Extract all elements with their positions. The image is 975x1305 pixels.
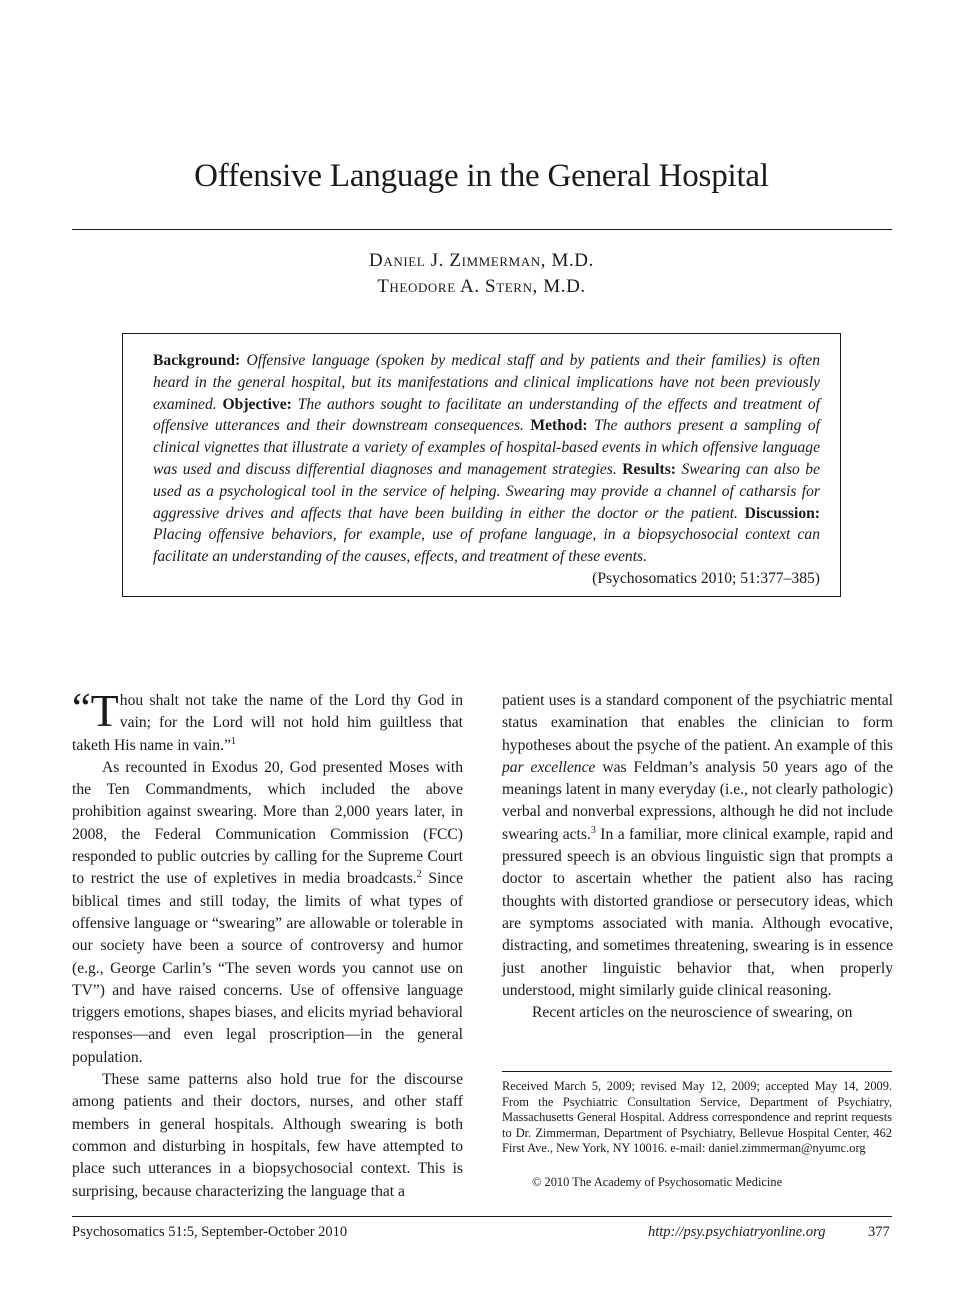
abstract-results: Swearing can also be used as a psychological tool in the service of helping. Swearing may provide a channel of catharsis for aggressive drives and affects that have been building in either the doctor or the patient. xyxy=(153,460,821,522)
abstract-method-label: Method: xyxy=(530,417,588,435)
body-paragraph-2 xyxy=(72,757,463,1069)
author-2: Theodore A. Stern, M.D. xyxy=(377,276,586,297)
paragraph-text: was Feldman’s analysis 50 years ago of the meanings latent in many everyday (i.e., not clearly pathologic) verbal and nonverbal expressions, although he did not include swearing acts. xyxy=(502,758,894,843)
abstract-background: Offensive language (spoken by medical staff and by patients and their families) is often heard in the general hospital, but its manifestations and clinical implications have not been previously examined. xyxy=(153,352,820,413)
abstract-objective-label: Objective: xyxy=(222,395,292,413)
footer-journal: Psychosomatics 51:5, September-October 2010 xyxy=(72,1224,348,1240)
abstract-citation: (Psychosomatics 2010; 51:377–385) xyxy=(592,569,820,587)
abstract-discussion: Placing offensive behaviors, for example, use of profane language, in a biopsychosocial context can facilitate an understanding of the causes, effects, and treatment of these events. xyxy=(153,526,820,566)
body-paragraph-5: Recent articles on the neuroscience of swearing, on xyxy=(532,1004,853,1022)
paragraph-text: In a familiar, more clinical example, rapid and pressured speech is an obvious linguistic sign that prompts a doctor to ascertain whether the patient also has racing thoughts with distorted grandiose or persecutory ideas, which are symptoms associated with mania. Although evocative, distracting, and sometimes threatening, swearing is in essence just another linguistic behavior that, when properly understood, might similarly guide clinical reasoning. xyxy=(502,825,893,999)
abstract-background-label: Background: xyxy=(153,352,241,369)
footer-url[interactable]: http://psy.psychiatryonline.org xyxy=(648,1224,826,1240)
body-column-right xyxy=(502,690,893,1024)
author-1: Daniel J. Zimmerman, M.D. xyxy=(369,250,594,271)
body-paragraph-1 xyxy=(72,685,463,757)
body-paragraph-3: These same patterns also hold true for the discourse among patients and their doctors, nurses, and other staff members in general hospitals. Although swearing is both common and disturbing in hospitals, few have attempted to place such utterances in a biopsychosocial context. This is surprising, because characterizing the language that a xyxy=(72,1071,463,1200)
body-column-left xyxy=(72,685,463,1203)
article-title: Offensive Language in the General Hospital xyxy=(194,158,769,194)
reference-marker: 2 xyxy=(416,869,422,881)
title-rule xyxy=(72,229,892,230)
drop-quote: “ xyxy=(72,686,91,732)
abstract-discussion-label: Discussion: xyxy=(744,504,820,522)
body-paragraph-4 xyxy=(502,690,893,1002)
footnote: Received March 5, 2009; revised May 12, 2009; accepted May 14, 2009. From the Psychiatric Consultation Service, Department of Psychiatry, Massachusetts General Hospital. Address correspondence and reprint requests to Dr. Zimmerman, Department of Psychiatry, Bellevue Hospital Center, 462 First Ave., New York, NY 10016. e-mail: daniel.zimmerman@nyumc.org xyxy=(502,1079,892,1156)
reference-marker: 3 xyxy=(590,824,596,836)
copyright: © 2010 The Academy of Psychosomatic Medicine xyxy=(532,1175,783,1189)
drop-cap: T xyxy=(90,685,119,736)
paragraph-text: hou shalt not take the name of the Lord thy God in vain; for the Lord will not hold him guiltless that taketh His name in vain.” xyxy=(72,692,463,754)
abstract-box xyxy=(122,333,841,597)
abstract-results-label: Results: xyxy=(622,460,676,478)
page-number: 377 xyxy=(868,1224,890,1240)
italic-phrase: par excellence xyxy=(502,758,596,776)
paragraph-text: As recounted in Exodus 20, God presented Moses with the Ten Commandments, which included the above prohibition against swearing. More than 2,000 years later, in 2008, the Federal Communication Commission (FCC) responded to public outcries by calling for the Supreme Court to restrict the use of expletives in media broadcasts. xyxy=(72,758,463,888)
reference-marker: 1 xyxy=(230,735,236,747)
abstract-method: The authors present a sampling of clinical vignettes that illustrate a variety of examples of hospital-based events in which offensive language was used and discuss differential diagnoses and management strategies. xyxy=(153,417,820,478)
footnote-rule xyxy=(502,1071,892,1072)
abstract-objective: The authors sought to facilitate an understanding of the effects and treatment of offensive utterances and their downstream consequences. xyxy=(153,395,820,435)
paragraph-text: patient uses is a standard component of the psychiatric mental status examination that enables the clinician to form hypotheses about the psyche of the patient. An example of this xyxy=(502,692,893,754)
footer-rule xyxy=(72,1216,892,1217)
paragraph-text: Since biblical times and still today, the limits of what types of offensive language or “swearing” are allowable or tolerable in our society have been a source of controversy and humor (e.g., George Carlin’s “The seven words you cannot use on TV”) and have raised concerns. Use of offensive language triggers emotions, shapes biases, and elicits myriad behavioral responses—and even legal proscription—in the general population. xyxy=(72,870,463,1066)
